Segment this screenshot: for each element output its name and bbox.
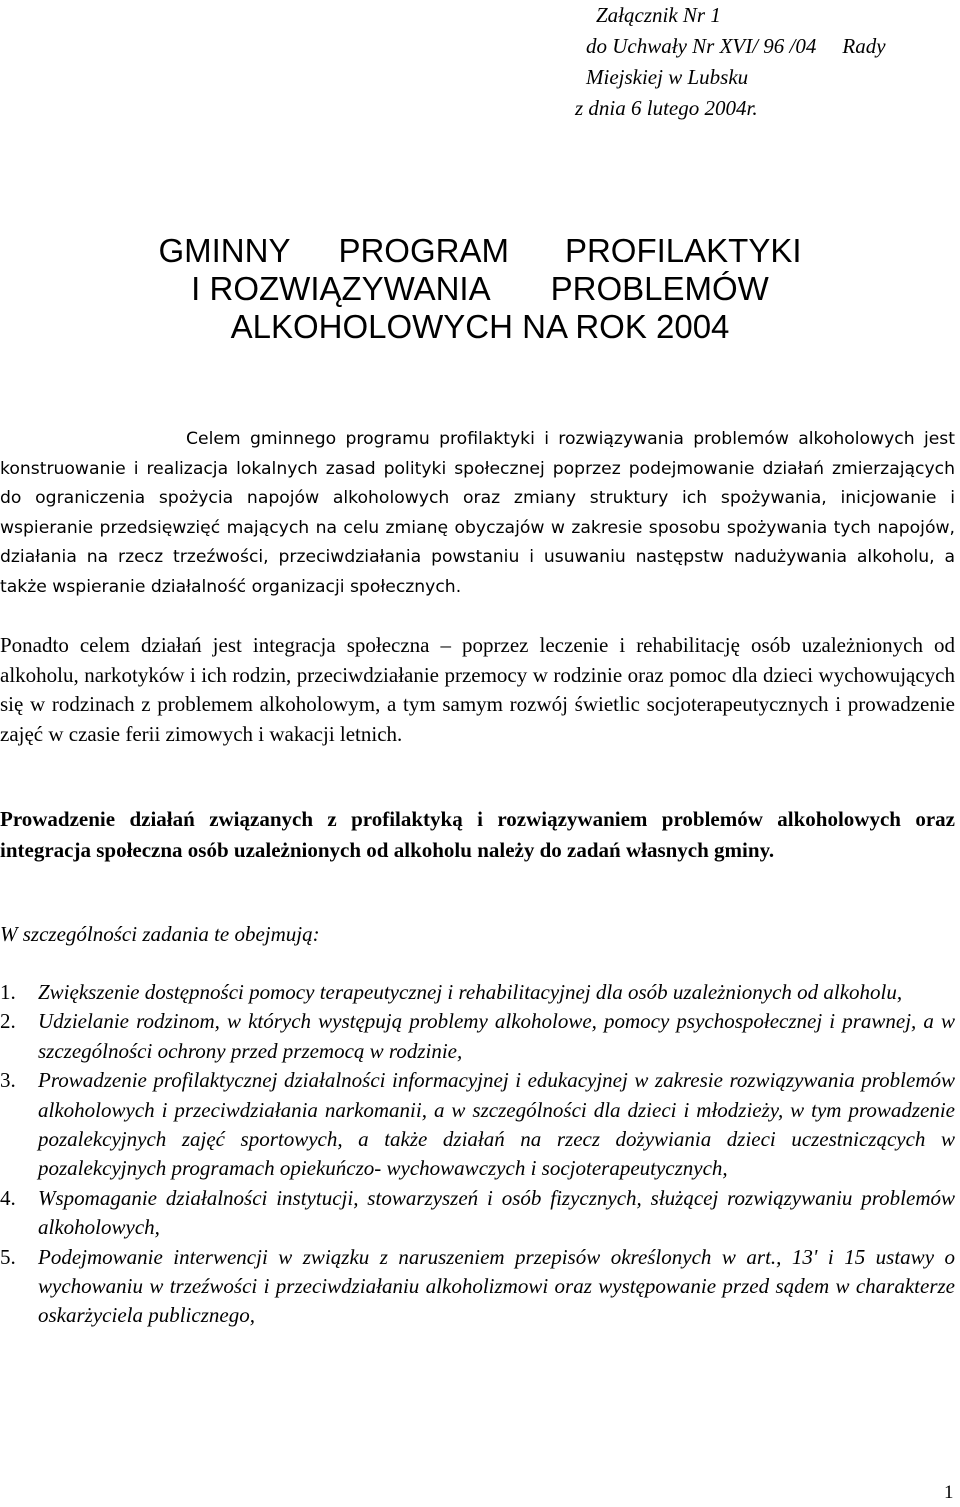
title-word-profilaktyki: PROFILAKTYKI [564, 232, 802, 269]
annex-header [560, 0, 960, 124]
annex-line-3: Miejskiej w Lubsku [586, 65, 749, 89]
list-item: 5. Podejmowanie interwencji w związku z naruszeniem przepisów określonych w art., 13' i 15 ustawy o wychowaniu w trzeźwości i przeciwdziałaniu alkoholizmowi oraz występowanie przed sądem w charakterze oskarżyciela publicznego, [0, 1244, 955, 1328]
list-item: 1. Zwiększenie dostępności pomocy terapeutycznej i rehabilitacyjnej dla osób uzależnionych od alkoholu, [0, 980, 903, 1004]
title-line-1 [0, 232, 960, 270]
title-line-3: ALKOHOLOWYCH NA ROK 2004 [230, 308, 730, 345]
title-word-program: PROGRAM [338, 232, 509, 269]
integration-paragraph: Ponadto celem działań jest integracja społeczna – poprzez leczenie i rehabilitację osób uzależnionych od alkoholu, narkotyków i ich rodzin, przeciwdziałanie przemocy w rodzinie oraz pomoc dla dzieci wychowujących się w rodzinach z problemem alkoholowym, a tym samym rozwój świetlic socjoterapeutycznych i prowadzenie zajęć w czasie ferii zimowych i wakacji letnich. [0, 633, 955, 746]
title-word-rozwiazywania: I ROZWIĄZYWANIA [191, 270, 491, 307]
program-goal-paragraph [0, 425, 955, 602]
annex-date: z dnia 6 lutego 2004r. [575, 96, 758, 120]
annex-line-1: Załącznik Nr 1 [596, 3, 721, 27]
annex-council: Rady [842, 34, 886, 58]
tasks-intro: W szczególności zadania te obejmują: [0, 922, 320, 946]
program-title [0, 232, 960, 346]
annex-resolution: do Uchwały Nr XVI/ 96 /04 [586, 34, 817, 58]
list-item: 4. Wspomaganie działalności instytucji, stowarzyszeń i osób fizycznych, służącej rozwiązywaniu problemów alkoholowych, [0, 1185, 955, 1240]
paragraph-1: Celem gminnego programu profilaktyki i rozwiązywania problemów alkoholowych jest konstruowanie i realizacja lokalnych zasad polityki społecznej poprzez podejmowanie działań zmierzających do ograniczenia spożycia napojów alkoholowych oraz zmiany struktury ich spożywania, inicjowanie i wspieranie przedsięwzięć mających na celu zmianę obyczajów w zakresie sposobu spożywania tych napojów, działania na rzecz trzeźwości, przeciwdziałania powstaniu i usuwaniu następstw nadużywania alkoholu, a także wspieranie działalność organizacji społecznych. [0, 429, 955, 597]
tasks-list [0, 978, 955, 1331]
title-word-gminny: GMINNY [158, 232, 291, 269]
list-item: 2. Udzielanie rodzinom, w których występują problemy alkoholowe, pomocy psychospołecznej i prawnej, a w szczególności ochrony przed przemocą w rodzinie, [0, 1009, 955, 1063]
title-word-problemow: PROBLEMÓW [550, 270, 769, 307]
title-line-2 [0, 270, 960, 308]
list-item: 3. Prowadzenie profilaktycznej działalności informacyjnej i edukacyjnej w zakresie rozwiązywania problemów alkoholowych i przeciwdziałania narkomanii, a w szczególności dla dzieci i młodzieży, w tym prowadzenie pozalekcyjnych zajęć sportowych, a także działań na rzecz dożywiania dzieci uczestniczących w pozalekcyjnych programach opiekuńczo- wychowawczych i socjoterapeutycznych, [0, 1068, 955, 1181]
own-tasks-paragraph: Prowadzenie działań związanych z profilaktyką i rozwiązywaniem problemów alkoholowych oraz integracja społeczna osób uzależnionych od alkoholu należy do zadań własnych gminy. [0, 807, 955, 862]
page-number: 1 [944, 1482, 954, 1503]
annex-line-2 [560, 31, 960, 62]
